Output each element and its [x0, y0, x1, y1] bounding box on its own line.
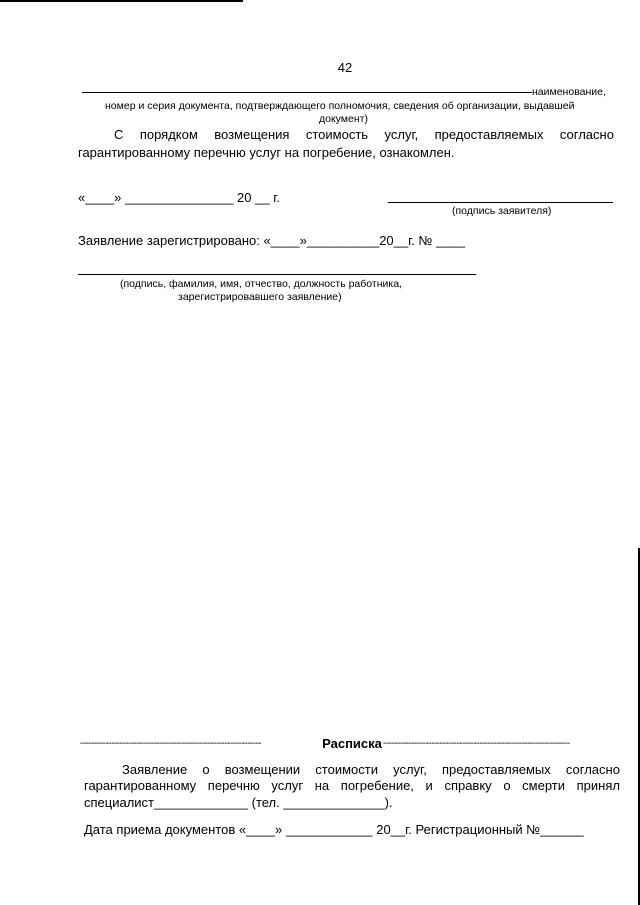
- word: перечню: [207, 778, 260, 793]
- word: С: [114, 127, 124, 142]
- receipt-line2: [84, 778, 620, 793]
- document-line: [82, 92, 532, 93]
- word: погребение,: [340, 778, 414, 793]
- receipt-dashes-left: ----------------------------------------------------------------: [80, 738, 262, 749]
- word: на: [314, 778, 330, 793]
- document-caption-line3: документ): [319, 113, 368, 125]
- word: возмещении: [224, 762, 301, 777]
- receipt-dashes-right: ------------------------------------------------------------------: [382, 738, 570, 749]
- acknowledgment-line1: [114, 127, 614, 142]
- word: принял: [576, 778, 620, 793]
- date-line: «____» _______________ 20 __ г.: [78, 190, 280, 205]
- word: возмещения: [214, 127, 290, 142]
- scan-edge-top: [0, 0, 243, 2]
- word: о: [503, 778, 511, 793]
- receipt-header: [80, 736, 620, 751]
- receipt-title: Расписка: [322, 736, 382, 751]
- receipt-line3: специалист_____________ (тел. ______________).: [84, 795, 393, 810]
- receipt-date-line: Дата приема документов «____» ____________ 20__г. Регистрационный №______: [84, 822, 584, 837]
- receipt-line1: [122, 762, 620, 777]
- word: услуг,: [393, 762, 427, 777]
- word: согласно: [559, 127, 614, 142]
- word: согласно: [565, 762, 620, 777]
- word: справку: [444, 778, 492, 793]
- word: о: [202, 762, 210, 777]
- word: гарантированному: [84, 778, 197, 793]
- document-caption-line2: номер и серия документа, подтверждающего полномочия, сведения об организации, выдавшей: [105, 100, 575, 112]
- applicant-signature-caption: (подпись заявителя): [452, 205, 552, 217]
- word: услуг,: [384, 127, 419, 142]
- registration-line: Заявление зарегистрировано: «____»__________20__г. № ____: [78, 233, 465, 248]
- registrar-caption-line1: (подпись, фамилия, имя, отчество, должность работника,: [120, 278, 402, 290]
- word: и: [425, 778, 433, 793]
- word: предоставляемых: [434, 127, 544, 142]
- word: услуг: [271, 778, 304, 793]
- word: смерти: [522, 778, 565, 793]
- word: стоимости: [315, 762, 378, 777]
- word: стоимость: [305, 127, 369, 142]
- word: предоставляемых: [441, 762, 551, 777]
- document-caption-line1-end: наименование,: [532, 86, 606, 98]
- page-number: 42: [337, 60, 353, 75]
- acknowledgment-line2: гарантированному перечню услуг на погребение, ознакомлен.: [78, 145, 455, 160]
- registrar-caption-line2: зарегистрировавшего заявление): [178, 291, 342, 303]
- word: порядком: [139, 127, 198, 142]
- word: Заявление: [122, 762, 188, 777]
- applicant-signature-line: [388, 202, 613, 203]
- registrar-signature-line: [78, 274, 476, 275]
